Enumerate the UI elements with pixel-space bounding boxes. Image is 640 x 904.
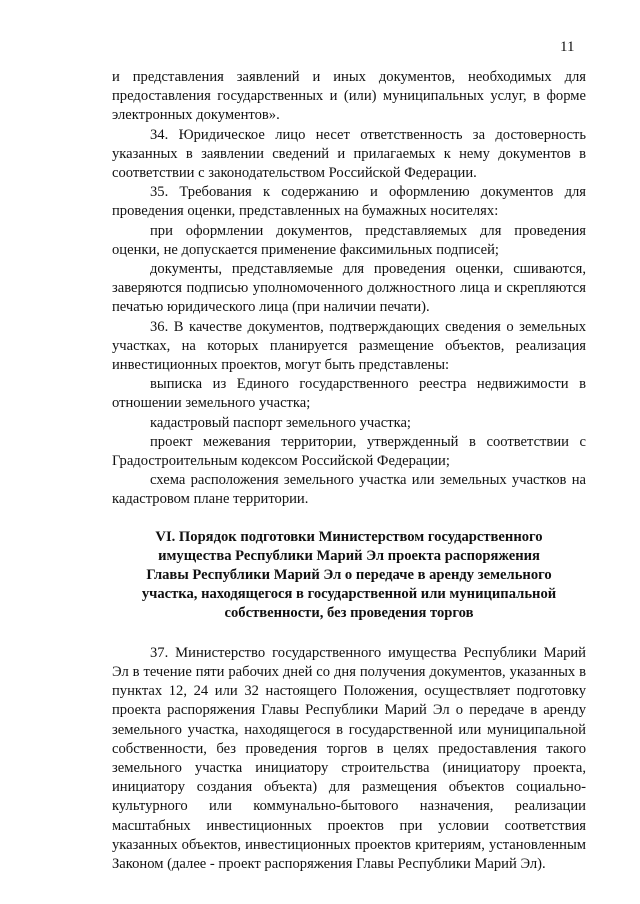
paragraph: кадастровый паспорт земельного участка; (150, 414, 411, 431)
document-body (112, 68, 586, 874)
page-number: 11 (560, 39, 575, 55)
heading-line: собственности, без проведения торгов (224, 605, 474, 622)
paragraph: 37. Министерство государственного имущества Республики Марий Эл в течение пяти рабочих дней со дня получения документов, указанных в пунктах 12, 24 или 32 настоящего Положения, осуществляет подготовку проекта распоряжения Главы Республики Марий Эл о передаче в аренду земельного участка, находящегося в государственной или муниципальной собственности, без проведения торгов в целях предоставления такого земельного участка инициатору строительства (инициатору проекта, инициатору создания объекта) для размещения объектов социально-культурного или коммунально-бытового назначения, реализации масштабных инвестиционных проектов при условии соответствия указанных объектов, инвестиционных проектов критериям, установленным Законом (далее - проект распоряжения Главы Республики Марий Эл). (112, 644, 586, 872)
paragraph: выписка из Единого государственного реестра недвижимости в отношении земельного участка; (112, 376, 586, 412)
paragraph: 36. В качестве документов, подтверждающих сведения о земельных участках, на которых планируется размещение объектов, реализация инвестиционных проектов, могут быть представлены: (112, 318, 586, 374)
paragraph: проект межевания территории, утвержденный в соответствии с Градостроительным кодексом Российской Федерации; (112, 433, 586, 470)
paragraph: 34. Юридическое лицо несет ответственность за достоверность указанных в заявлении сведений и прилагаемых к нему документов в соответствии с законодательством Российской Федерации. (112, 126, 586, 182)
paragraph: документы, представляемые для проведения оценки, сшиваются, заверяются подписью уполномоченного должностного лица и скрепляются печатью юридического лица (при наличии печати). (112, 261, 586, 316)
heading-line: имущества Республики Марий Эл проекта распоряжения (158, 547, 540, 564)
paragraphs-before-heading (112, 68, 586, 510)
paragraph: схема расположения земельного участка или земельных участков на кадастровом плане территории. (112, 472, 586, 508)
heading-line: VI. Порядок подготовки Министерством государственного (155, 528, 543, 545)
paragraph: и представления заявлений и иных документов, необходимых для предоставления государственных и (или) муниципальных услуг, в форме электронных документов». (112, 69, 586, 124)
heading-line: участка, находящегося в государственной или муниципальной (141, 586, 557, 603)
paragraph: при оформлении документов, представляемых для проведения оценки, не допускается применение факсимильных подписей; (112, 222, 586, 258)
heading-line: Главы Республики Марий Эл о передаче в аренду земельного (146, 567, 552, 584)
paragraphs-after-heading (112, 644, 586, 874)
paragraph: 35. Требования к содержанию и оформлению документов для проведения оценки, представленных на бумажных носителях: (112, 184, 586, 220)
section-heading (112, 528, 586, 624)
